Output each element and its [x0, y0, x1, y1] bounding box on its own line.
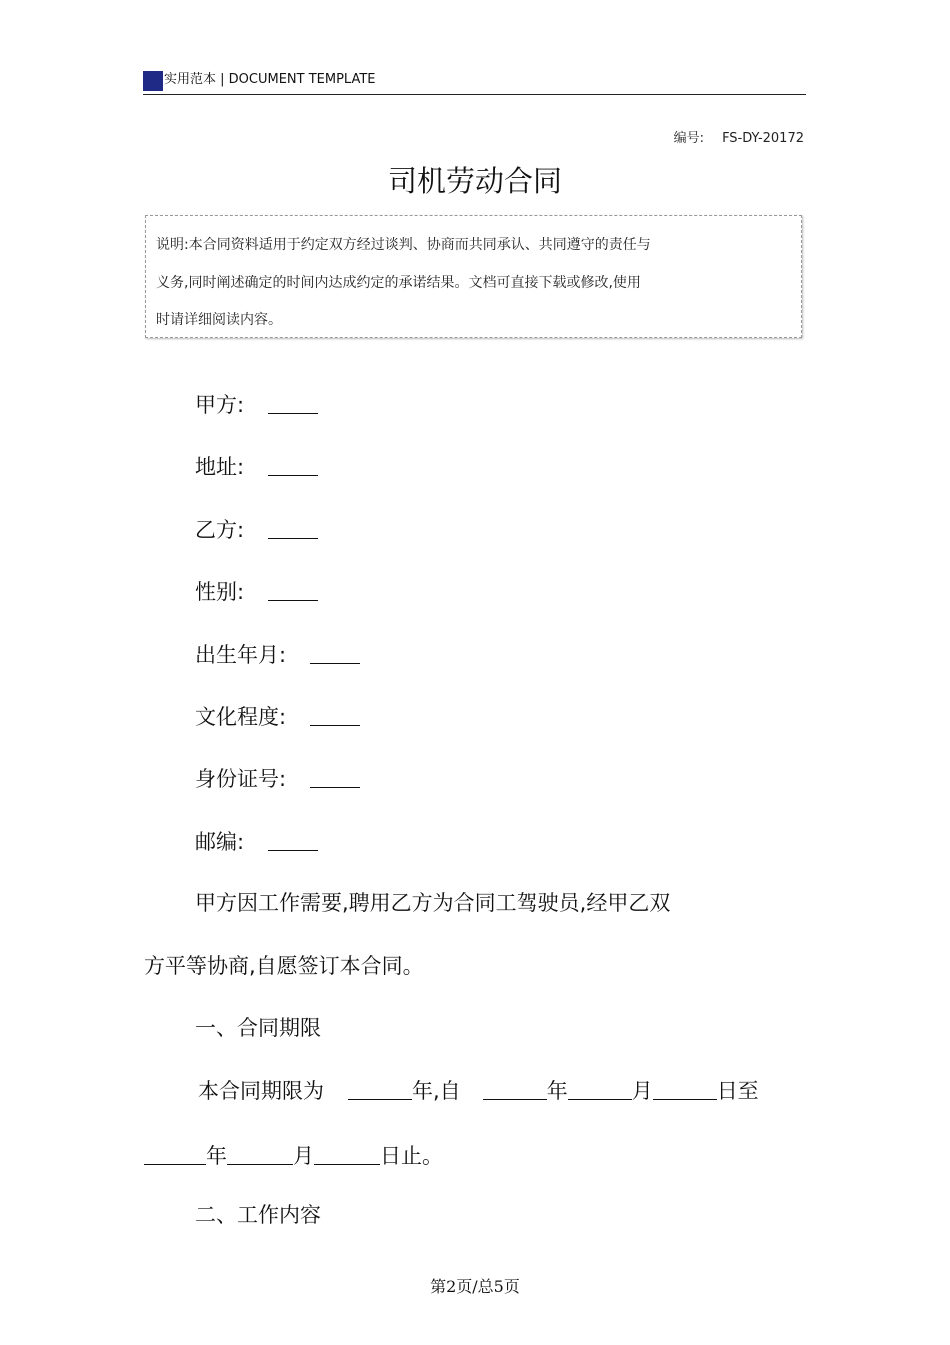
note-line: 义务,同时阐述确定的时间内达成约定的承诺结果。文档可直接下载或修改,使用: [156, 274, 641, 291]
note-box: [145, 215, 802, 338]
fill-blank: [268, 580, 318, 601]
intro-paragraph-line2: 方平等协商,自愿签订本合同。: [144, 954, 424, 978]
fill-blank: [268, 518, 318, 539]
field-label: 性别:: [195, 580, 245, 604]
logo-square-icon: [143, 71, 163, 91]
document-number-label: 编号:: [673, 131, 705, 146]
field-postcode: [195, 827, 318, 857]
fill-blank: [653, 1079, 717, 1100]
fill-blank: [268, 393, 318, 414]
fill-blank: [268, 830, 318, 851]
term-year: 年,自: [412, 1079, 461, 1103]
field-address: [195, 452, 318, 482]
month-label: 月: [293, 1144, 314, 1168]
fill-blank: [310, 643, 360, 664]
intro-paragraph-line1: 甲方因工作需要,聘用乙方为合同工驾驶员,经甲乙双: [195, 891, 671, 915]
field-label: 邮编:: [195, 830, 245, 854]
fill-blank: [310, 767, 360, 788]
term-sentence-line1: [198, 1076, 759, 1106]
day-end-label: 日止。: [380, 1144, 443, 1168]
fill-blank: [568, 1079, 632, 1100]
field-gender: [195, 577, 318, 607]
header-text: 实用范本 | DOCUMENT TEMPLATE: [164, 72, 376, 87]
fill-blank: [268, 455, 318, 476]
field-id-number: [195, 764, 360, 794]
day-to-label: 日至: [716, 1079, 759, 1103]
fill-blank: [314, 1144, 380, 1165]
term-prefix: 本合同期限为: [198, 1079, 324, 1103]
field-label: 身份证号:: [195, 767, 287, 791]
document-number-value: FS-DY-20172: [722, 131, 804, 146]
note-line: 时请详细阅读内容。: [156, 312, 282, 328]
field-label: 出生年月:: [195, 643, 287, 667]
page-header: [143, 70, 806, 95]
field-label: 文化程度:: [195, 705, 287, 729]
field-label: 乙方:: [195, 518, 245, 542]
term-sentence-line2: [144, 1141, 443, 1171]
field-label: 甲方:: [195, 393, 245, 417]
field-education: [195, 702, 360, 732]
field-party-b: [195, 515, 318, 545]
fill-blank: [310, 705, 360, 726]
fill-blank: [144, 1144, 206, 1165]
field-party-a: [195, 390, 318, 420]
section-heading-term: 一、合同期限: [195, 1016, 321, 1040]
note-line: 说明:本合同资料适用于约定双方经过谈判、协商而共同承认、共同遵守的责任与: [156, 237, 651, 253]
month-label: 月: [631, 1079, 653, 1103]
page-number: 第2页/总5页: [430, 1277, 520, 1296]
year-label: 年: [206, 1144, 227, 1168]
field-birth-date: [195, 640, 360, 670]
fill-blank: [483, 1079, 547, 1100]
fill-blank: [227, 1144, 293, 1165]
section-heading-work: 二、工作内容: [195, 1203, 321, 1227]
fill-blank: [348, 1079, 412, 1100]
year-label: 年: [546, 1079, 568, 1103]
document-number: [674, 127, 804, 146]
field-label: 地址:: [195, 455, 245, 479]
document-title: 司机劳动合同: [387, 164, 562, 198]
